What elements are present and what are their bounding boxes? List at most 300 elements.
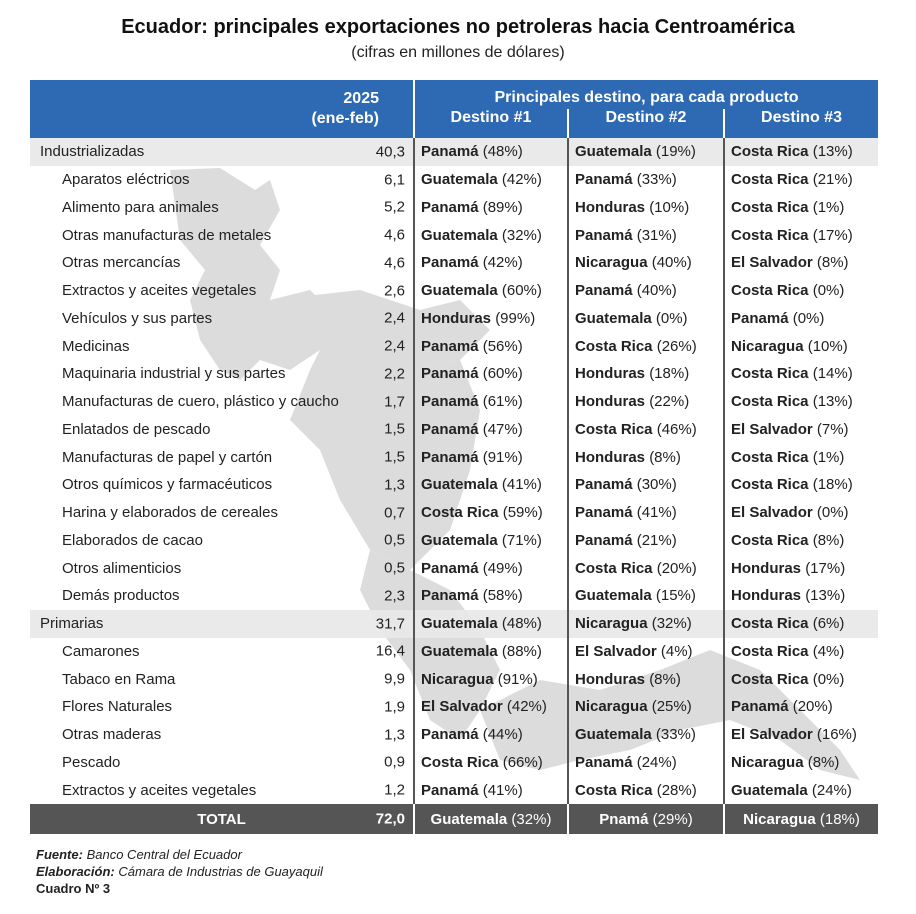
destination-1-cell — [414, 721, 568, 749]
export-value: 1,3 — [384, 726, 405, 744]
row-label: Extractos y aceites vegetales — [62, 282, 257, 300]
row-label: Demás productos — [62, 587, 180, 605]
country-name: Guatemala — [421, 642, 498, 660]
share-percent: (0%) — [812, 670, 845, 688]
destination-3-cell — [724, 610, 878, 638]
destination-1-cell — [414, 194, 568, 222]
country-name: El Salvador — [731, 254, 813, 272]
row-label: Harina y elaborados de cereales — [62, 504, 278, 522]
country-name: Guatemala — [421, 282, 498, 300]
country-name: Costa Rica — [731, 615, 809, 633]
product-name — [30, 166, 414, 194]
country-name: Guatemala — [430, 810, 508, 828]
export-value: 31,7 — [375, 615, 405, 633]
destination-2-cell — [568, 582, 724, 610]
destination-1-cell — [414, 221, 568, 249]
country-name: El Salvador — [731, 420, 813, 438]
row-label: Manufacturas de cuero, plástico y caucho — [62, 393, 339, 411]
country-name: Panamá — [575, 171, 633, 189]
destination-2-cell — [568, 610, 724, 638]
country-name: Honduras — [421, 309, 492, 327]
country-name: Honduras — [575, 365, 646, 383]
destination-1-cell — [414, 360, 568, 388]
destination-1-cell — [414, 749, 568, 777]
row-label: Tabaco en Rama — [62, 670, 176, 688]
destination-3-cell — [724, 360, 878, 388]
destination-1-cell — [414, 249, 568, 277]
country-name: Panamá — [421, 559, 479, 577]
row-label: Otras maderas — [62, 726, 162, 744]
row-label: Otras manufacturas de metales — [62, 226, 272, 244]
share-percent: (40%) — [636, 282, 677, 300]
share-percent: (10%) — [807, 337, 848, 355]
elaboration-note — [36, 863, 323, 880]
share-percent: (4%) — [812, 642, 845, 660]
country-name: El Salvador — [421, 698, 503, 716]
category-row — [30, 610, 878, 638]
product-row — [30, 443, 878, 471]
destination-2-cell — [568, 527, 724, 555]
total-row — [30, 804, 878, 834]
row-label: Camarones — [62, 642, 140, 660]
country-name: Costa Rica — [731, 282, 809, 300]
country-name: Guatemala — [575, 726, 652, 744]
destination-3-cell — [724, 499, 878, 527]
export-value: 1,5 — [384, 420, 405, 438]
export-value: 0,5 — [384, 531, 405, 549]
row-label: Primarias — [40, 615, 104, 633]
year-period-label: (ene-feb) — [311, 110, 379, 127]
destination-3-cell — [724, 693, 878, 721]
share-percent: (30%) — [636, 476, 677, 494]
row-label: Otros químicos y farmacéuticos — [62, 476, 273, 494]
country-name: Nicaragua — [575, 254, 648, 272]
product-name — [30, 360, 414, 388]
product-name — [30, 554, 414, 582]
export-value: 1,7 — [384, 393, 405, 411]
share-percent: (20%) — [792, 698, 833, 716]
country-name: Panamá — [575, 226, 633, 244]
product-name — [30, 249, 414, 277]
row-label: Industrializadas — [40, 143, 145, 161]
destination-3-cell — [724, 721, 878, 749]
share-percent: (91%) — [497, 670, 538, 688]
destination-1-cell — [414, 499, 568, 527]
product-name — [30, 582, 414, 610]
country-name: Panamá — [421, 587, 479, 605]
product-name — [30, 471, 414, 499]
share-percent: (32%) — [511, 810, 552, 828]
country-name: Panamá — [421, 726, 479, 744]
destination-3-cell — [724, 527, 878, 555]
elaboration-value: Cámara de Industrias de Guayaquil — [118, 864, 323, 879]
export-value: 0,5 — [384, 559, 405, 577]
destination-2-cell — [568, 194, 724, 222]
destination-3-cell — [724, 776, 878, 804]
row-label: Aparatos eléctricos — [62, 171, 190, 189]
country-name: Guatemala — [421, 171, 498, 189]
destination-3-cell — [724, 443, 878, 471]
product-row — [30, 194, 878, 222]
destination-2-cell — [568, 305, 724, 333]
country-name: Costa Rica — [731, 143, 809, 161]
product-name — [30, 332, 414, 360]
country-name: Panamá — [575, 476, 633, 494]
export-value: 2,4 — [384, 337, 405, 355]
country-name: Panamá — [731, 309, 789, 327]
share-percent: (18%) — [649, 365, 690, 383]
country-name: Panamá — [575, 504, 633, 522]
destination-2-cell — [568, 721, 724, 749]
country-name: Panamá — [421, 393, 479, 411]
product-row — [30, 332, 878, 360]
share-percent: (21%) — [812, 171, 853, 189]
share-percent: (13%) — [812, 143, 853, 161]
table-number: Cuadro Nº 3 — [36, 881, 111, 896]
country-name: Costa Rica — [731, 365, 809, 383]
destination-1-cell — [414, 388, 568, 416]
destination-1-cell — [414, 416, 568, 444]
destination-3-cell — [724, 166, 878, 194]
country-name: Guatemala — [575, 587, 652, 605]
product-row — [30, 471, 878, 499]
share-percent: (16%) — [816, 726, 857, 744]
export-value: 6,1 — [384, 171, 405, 189]
category-name — [30, 610, 414, 638]
country-name: Panamá — [421, 337, 479, 355]
category-row — [30, 138, 878, 166]
share-percent: (17%) — [812, 226, 853, 244]
row-label: Extractos y aceites vegetales — [62, 781, 257, 799]
destination-2-cell — [568, 499, 724, 527]
destination-3-cell — [724, 388, 878, 416]
country-name: Panamá — [421, 365, 479, 383]
country-name: Costa Rica — [731, 670, 809, 688]
share-percent: (61%) — [482, 393, 523, 411]
destination-3-cell — [724, 665, 878, 693]
destination-3-cell — [724, 582, 878, 610]
product-name — [30, 416, 414, 444]
country-name: Costa Rica — [731, 198, 809, 216]
product-name — [30, 194, 414, 222]
destination-1-cell — [414, 305, 568, 333]
country-name: Guatemala — [421, 226, 498, 244]
share-percent: (24%) — [636, 753, 677, 771]
share-percent: (20%) — [656, 559, 697, 577]
share-percent: (13%) — [805, 587, 846, 605]
country-name: Costa Rica — [575, 420, 653, 438]
share-percent: (32%) — [651, 615, 692, 633]
destination-3-cell — [724, 249, 878, 277]
share-percent: (24%) — [811, 781, 852, 799]
destination-2-cell — [568, 554, 724, 582]
country-name: Nicaragua — [575, 615, 648, 633]
total-destination-3 — [724, 804, 878, 834]
share-percent: (59%) — [502, 504, 543, 522]
destination-3-cell — [724, 416, 878, 444]
row-label: Alimento para animales — [62, 198, 219, 216]
country-name: Panamá — [421, 420, 479, 438]
country-name: Panamá — [421, 448, 479, 466]
destination-2-header: Destino #2 — [568, 109, 724, 138]
table-body — [30, 138, 878, 834]
row-label: Pescado — [62, 753, 121, 771]
row-label: Otras mercancías — [62, 254, 181, 272]
row-label: Maquinaria industrial y sus partes — [62, 365, 286, 383]
product-row — [30, 776, 878, 804]
product-row — [30, 527, 878, 555]
country-name: Guatemala — [575, 143, 652, 161]
product-row — [30, 249, 878, 277]
export-value: 2,3 — [384, 587, 405, 605]
share-percent: (48%) — [482, 143, 523, 161]
country-name: Costa Rica — [731, 476, 809, 494]
destination-3-cell — [724, 471, 878, 499]
country-name: Nicaragua — [421, 670, 494, 688]
product-name — [30, 665, 414, 693]
share-percent: (58%) — [482, 587, 523, 605]
share-percent: (15%) — [655, 587, 696, 605]
total-destination-2 — [568, 804, 724, 834]
year-label: 2025 — [343, 90, 379, 107]
country-name: Panamá — [421, 781, 479, 799]
destination-1-cell — [414, 554, 568, 582]
country-name: Costa Rica — [731, 642, 809, 660]
destination-1-cell — [414, 693, 568, 721]
country-name: Honduras — [575, 393, 646, 411]
total-label — [30, 804, 414, 834]
share-percent: (66%) — [502, 753, 543, 771]
share-percent: (56%) — [482, 337, 523, 355]
product-row — [30, 665, 878, 693]
product-row — [30, 305, 878, 333]
product-row — [30, 277, 878, 305]
country-name: Guatemala — [731, 781, 808, 799]
product-name — [30, 221, 414, 249]
destination-2-cell — [568, 471, 724, 499]
share-percent: (44%) — [482, 726, 523, 744]
country-name: Panamá — [421, 198, 479, 216]
destination-3-cell — [724, 138, 878, 166]
destination-3-cell — [724, 277, 878, 305]
row-label: Medicinas — [62, 337, 130, 355]
product-name — [30, 443, 414, 471]
country-name: Costa Rica — [575, 781, 653, 799]
destination-3-cell — [724, 638, 878, 666]
destination-2-cell — [568, 776, 724, 804]
table-footer-notes — [36, 846, 323, 897]
total-value: 72,0 — [375, 810, 405, 828]
share-percent: (10%) — [649, 198, 690, 216]
share-percent: (26%) — [656, 337, 697, 355]
elaboration-label: Elaboración: — [36, 864, 115, 879]
product-name — [30, 776, 414, 804]
export-value: 1,3 — [384, 476, 405, 494]
product-name — [30, 721, 414, 749]
country-name: Panamá — [731, 698, 789, 716]
category-name — [30, 138, 414, 166]
product-name — [30, 693, 414, 721]
share-percent: (0%) — [792, 309, 825, 327]
row-label: Enlatados de pescado — [62, 420, 211, 438]
source-note — [36, 846, 323, 863]
destination-2-cell — [568, 277, 724, 305]
share-percent: (99%) — [495, 309, 536, 327]
destination-1-cell — [414, 776, 568, 804]
year-column-header — [30, 80, 414, 138]
share-percent: (0%) — [812, 282, 845, 300]
destination-2-cell — [568, 749, 724, 777]
destination-2-cell — [568, 665, 724, 693]
page-title: Ecuador: principales exportaciones no petroleras hacia Centroamérica — [121, 16, 795, 38]
export-value: 0,7 — [384, 504, 405, 522]
share-percent: (21%) — [636, 531, 677, 549]
export-value: 4,6 — [384, 254, 405, 272]
share-percent: (42%) — [506, 698, 547, 716]
share-percent: (0%) — [816, 504, 849, 522]
country-name: Costa Rica — [731, 393, 809, 411]
page-subtitle: (cifras en millones de dólares) — [351, 44, 565, 61]
product-name — [30, 499, 414, 527]
destination-3-cell — [724, 332, 878, 360]
row-label: Manufacturas de papel y cartón — [62, 448, 273, 466]
product-row — [30, 166, 878, 194]
product-row — [30, 721, 878, 749]
export-value: 9,9 — [384, 670, 405, 688]
share-percent: (88%) — [501, 642, 542, 660]
row-label: Elaborados de cacao — [62, 531, 203, 549]
destination-2-cell — [568, 693, 724, 721]
destination-1-cell — [414, 665, 568, 693]
destination-1-cell — [414, 443, 568, 471]
product-row — [30, 582, 878, 610]
share-percent: (17%) — [805, 559, 846, 577]
share-percent: (71%) — [501, 531, 542, 549]
country-name: Honduras — [731, 587, 802, 605]
country-name: Honduras — [575, 670, 646, 688]
share-percent: (31%) — [636, 226, 677, 244]
export-value: 0,9 — [384, 753, 405, 771]
export-value: 2,4 — [384, 309, 405, 327]
destinations-group-header: Principales destino, para cada producto — [414, 80, 878, 109]
country-name: Panamá — [421, 254, 479, 272]
total-destination-1 — [414, 804, 568, 834]
source-value: Banco Central del Ecuador — [86, 847, 242, 862]
share-percent: (25%) — [651, 698, 692, 716]
product-row — [30, 638, 878, 666]
destination-1-cell — [414, 610, 568, 638]
share-percent: (8%) — [816, 254, 849, 272]
destination-1-cell — [414, 166, 568, 194]
share-percent: (1%) — [812, 198, 845, 216]
product-name — [30, 388, 414, 416]
export-value: 2,2 — [384, 365, 405, 383]
exports-table — [30, 80, 878, 834]
share-percent: (40%) — [651, 254, 692, 272]
share-percent: (33%) — [636, 171, 677, 189]
country-name: Costa Rica — [421, 504, 499, 522]
country-name: Costa Rica — [731, 448, 809, 466]
product-row — [30, 693, 878, 721]
product-row — [30, 360, 878, 388]
share-percent: (33%) — [655, 726, 696, 744]
destination-2-cell — [568, 416, 724, 444]
share-percent: (60%) — [501, 282, 542, 300]
share-percent: (42%) — [482, 254, 523, 272]
product-row — [30, 499, 878, 527]
share-percent: (60%) — [482, 365, 523, 383]
total-text: TOTAL — [197, 810, 246, 828]
export-value: 4,6 — [384, 226, 405, 244]
share-percent: (22%) — [649, 393, 690, 411]
country-name: Pnamá — [599, 810, 649, 828]
destination-3-header: Destino #3 — [724, 109, 878, 138]
country-name: Guatemala — [421, 615, 498, 633]
product-name — [30, 749, 414, 777]
share-percent: (47%) — [482, 420, 523, 438]
destination-2-cell — [568, 138, 724, 166]
export-value: 1,9 — [384, 698, 405, 716]
share-percent: (46%) — [656, 420, 697, 438]
destination-2-cell — [568, 388, 724, 416]
destination-2-cell — [568, 166, 724, 194]
share-percent: (0%) — [655, 309, 688, 327]
product-row — [30, 749, 878, 777]
destination-2-cell — [568, 332, 724, 360]
country-name: Costa Rica — [731, 226, 809, 244]
destination-2-cell — [568, 638, 724, 666]
export-value: 16,4 — [375, 642, 405, 660]
destination-3-cell — [724, 749, 878, 777]
share-percent: (91%) — [482, 448, 523, 466]
share-percent: (8%) — [812, 531, 845, 549]
country-name: Guatemala — [575, 309, 652, 327]
share-percent: (41%) — [636, 504, 677, 522]
row-label: Flores Naturales — [62, 698, 173, 716]
destination-1-cell — [414, 332, 568, 360]
country-name: Nicaragua — [731, 337, 804, 355]
country-name: Nicaragua — [731, 753, 804, 771]
country-name: Nicaragua — [743, 810, 816, 828]
country-name: Panamá — [575, 531, 633, 549]
share-percent: (1%) — [812, 448, 845, 466]
country-name: Guatemala — [421, 531, 498, 549]
product-name — [30, 638, 414, 666]
destination-1-cell — [414, 138, 568, 166]
source-label: Fuente: — [36, 847, 83, 862]
country-name: El Salvador — [731, 726, 813, 744]
share-percent: (89%) — [482, 198, 523, 216]
country-name: Panamá — [575, 282, 633, 300]
destination-3-cell — [724, 305, 878, 333]
product-row — [30, 388, 878, 416]
export-value: 1,5 — [384, 448, 405, 466]
product-name — [30, 305, 414, 333]
destination-3-cell — [724, 554, 878, 582]
share-percent: (19%) — [655, 143, 696, 161]
product-row — [30, 221, 878, 249]
destination-1-cell — [414, 471, 568, 499]
destination-2-cell — [568, 221, 724, 249]
country-name: Honduras — [575, 448, 646, 466]
destination-1-cell — [414, 277, 568, 305]
share-percent: (7%) — [816, 420, 849, 438]
share-percent: (18%) — [819, 810, 860, 828]
product-row — [30, 554, 878, 582]
share-percent: (13%) — [812, 393, 853, 411]
destination-1-header: Destino #1 — [414, 109, 568, 138]
country-name: Nicaragua — [575, 698, 648, 716]
